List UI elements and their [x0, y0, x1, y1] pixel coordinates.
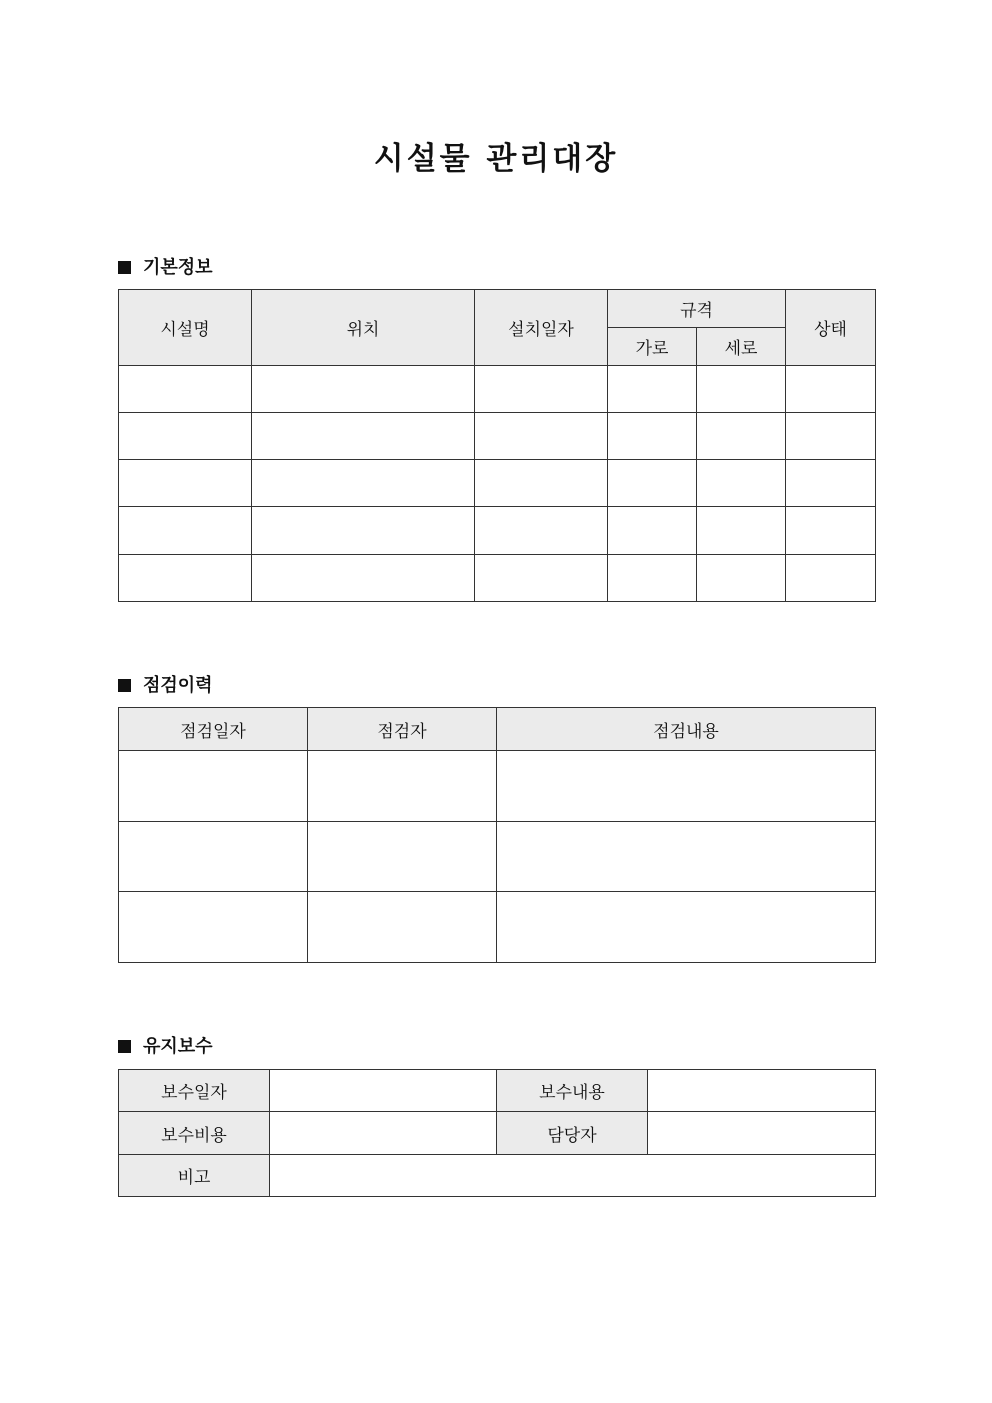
section-heading-basic-label: 기본정보: [143, 257, 213, 278]
header-status: 상태: [786, 290, 876, 366]
cell-spec-height[interactable]: [697, 413, 786, 460]
cell-spec-height[interactable]: [697, 366, 786, 413]
cell-spec-height[interactable]: [697, 507, 786, 555]
cell-inspection-date[interactable]: [119, 822, 308, 892]
cell-inspection-content[interactable]: [497, 892, 876, 963]
table-row: [119, 751, 876, 822]
header-inspector: 점검자: [308, 708, 497, 751]
cell-spec-width[interactable]: [608, 413, 697, 460]
header-inspection-date: 점검일자: [119, 708, 308, 751]
table-row: [119, 822, 876, 892]
cell-install-date[interactable]: [475, 366, 608, 413]
cell-facility-name[interactable]: [119, 413, 252, 460]
header-facility-name: 시설명: [119, 290, 252, 366]
square-bullet-icon: [118, 261, 131, 274]
header-install-date: 설치일자: [475, 290, 608, 366]
section-heading-inspection-label: 점검이력: [143, 675, 213, 696]
square-bullet-icon: [118, 1040, 131, 1053]
table-row: [119, 460, 876, 507]
cell-install-date[interactable]: [475, 413, 608, 460]
cell-remarks[interactable]: [270, 1155, 876, 1197]
cell-manager[interactable]: [648, 1112, 876, 1155]
label-remarks: 비고: [119, 1155, 270, 1197]
cell-location[interactable]: [252, 555, 475, 602]
cell-inspection-content[interactable]: [497, 822, 876, 892]
cell-location[interactable]: [252, 460, 475, 507]
cell-inspector[interactable]: [308, 822, 497, 892]
section-heading-inspection: [118, 671, 213, 697]
cell-inspection-date[interactable]: [119, 892, 308, 963]
cell-inspection-date[interactable]: [119, 751, 308, 822]
cell-status[interactable]: [786, 555, 876, 602]
maintenance-table: [118, 1069, 876, 1197]
cell-spec-height[interactable]: [697, 555, 786, 602]
section-heading-maintenance-label: 유지보수: [143, 1036, 213, 1057]
cell-status[interactable]: [786, 366, 876, 413]
label-manager: 담당자: [497, 1112, 648, 1155]
label-repair-cost: 보수비용: [119, 1112, 270, 1155]
section-heading-basic: [118, 253, 213, 279]
cell-spec-width[interactable]: [608, 555, 697, 602]
header-spec: 규격: [608, 290, 786, 328]
label-repair-content: 보수내용: [497, 1070, 648, 1112]
header-spec-height: 세로: [697, 328, 786, 366]
label-repair-date: 보수일자: [119, 1070, 270, 1112]
cell-status[interactable]: [786, 507, 876, 555]
cell-repair-date[interactable]: [270, 1070, 497, 1112]
cell-location[interactable]: [252, 413, 475, 460]
inspection-history-table: [118, 707, 876, 963]
cell-inspector[interactable]: [308, 892, 497, 963]
page-title: 시설물 관리대장: [373, 141, 619, 177]
cell-spec-width[interactable]: [608, 507, 697, 555]
cell-location[interactable]: [252, 366, 475, 413]
table-row: [119, 555, 876, 602]
cell-repair-content[interactable]: [648, 1070, 876, 1112]
cell-location[interactable]: [252, 507, 475, 555]
header-spec-width: 가로: [608, 328, 697, 366]
cell-spec-width[interactable]: [608, 460, 697, 507]
table-row: [119, 366, 876, 413]
cell-inspector[interactable]: [308, 751, 497, 822]
cell-inspection-content[interactable]: [497, 751, 876, 822]
cell-install-date[interactable]: [475, 460, 608, 507]
cell-facility-name[interactable]: [119, 507, 252, 555]
cell-facility-name[interactable]: [119, 555, 252, 602]
cell-install-date[interactable]: [475, 507, 608, 555]
table-row: [119, 413, 876, 460]
table-row: [119, 892, 876, 963]
section-heading-maintenance: [118, 1032, 213, 1058]
cell-repair-cost[interactable]: [270, 1112, 497, 1155]
header-location: 위치: [252, 290, 475, 366]
table-row: [119, 507, 876, 555]
cell-status[interactable]: [786, 413, 876, 460]
cell-spec-width[interactable]: [608, 366, 697, 413]
header-inspection-content: 점검내용: [497, 708, 876, 751]
cell-install-date[interactable]: [475, 555, 608, 602]
square-bullet-icon: [118, 679, 131, 692]
cell-facility-name[interactable]: [119, 366, 252, 413]
cell-facility-name[interactable]: [119, 460, 252, 507]
basic-info-table: [118, 289, 876, 602]
cell-status[interactable]: [786, 460, 876, 507]
cell-spec-height[interactable]: [697, 460, 786, 507]
